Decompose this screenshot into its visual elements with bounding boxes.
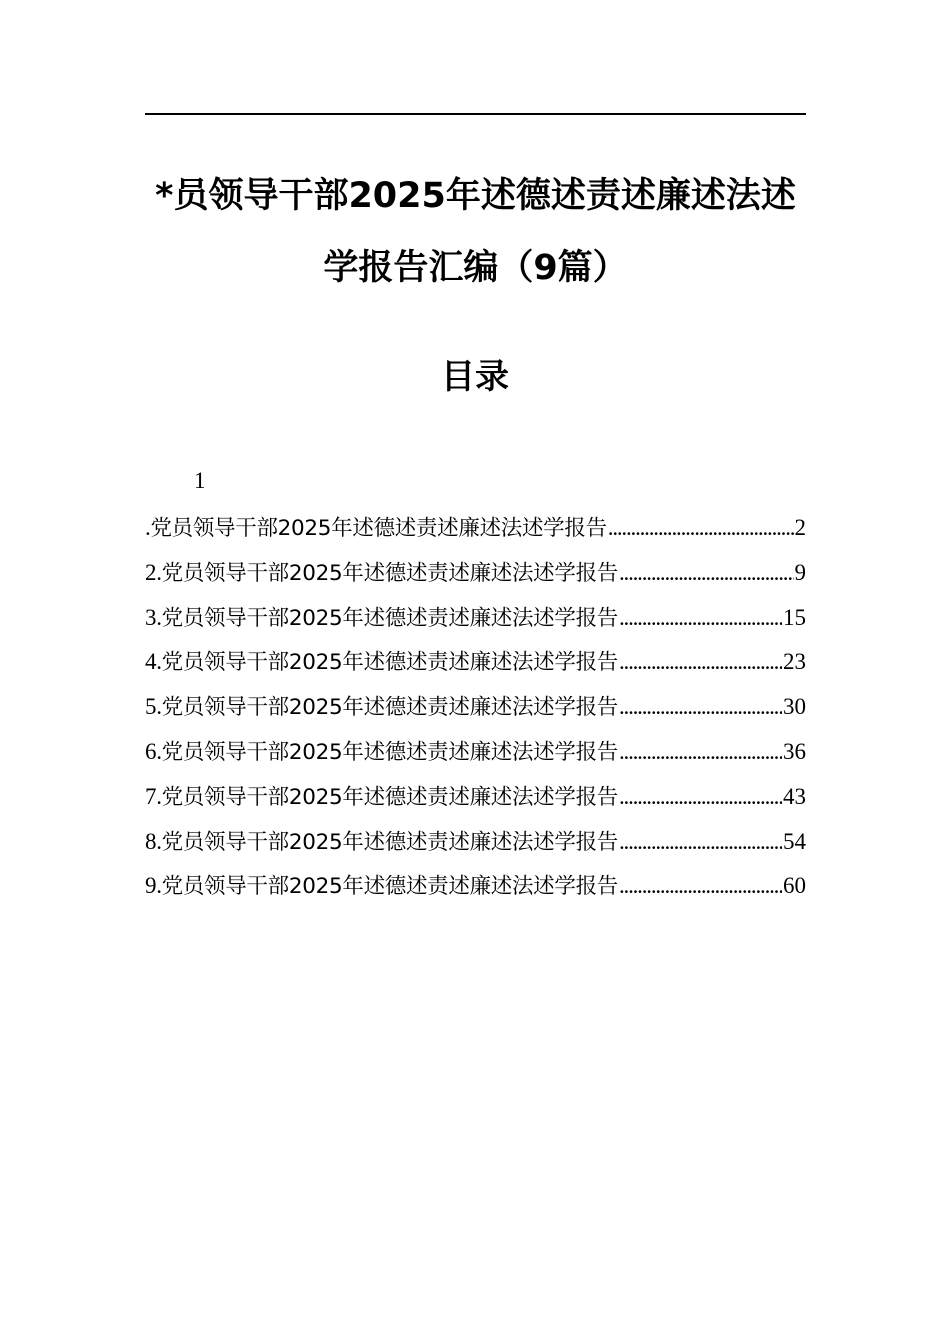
toc-entry-title: 党员领导干部2025年述德述责述廉述法述学报告 [161, 739, 618, 765]
toc-entry[interactable] [145, 778, 806, 823]
toc-entry-page: 2 [794, 515, 806, 540]
toc-dot-leader [619, 643, 782, 681]
toc-entry-page: 15 [783, 604, 806, 630]
toc-entry-label [145, 867, 618, 906]
toc-entry-title: 党员领导干部2025年述德述责述廉述法述学报告 [161, 605, 618, 631]
toc-dot-leader [619, 688, 782, 726]
toc-entry-prefix: 2. [145, 559, 162, 585]
document-title [145, 160, 806, 304]
table-of-contents [145, 509, 806, 912]
toc-entry-page: 60 [783, 873, 806, 899]
title-line-1: *员领导干部2025年述德述责述廉述法述 [155, 176, 796, 216]
toc-dot-leader [619, 554, 794, 592]
toc-entry-title: 党员领导干部2025年述德述责述廉述法述学报告 [161, 560, 618, 586]
toc-entry-label [145, 733, 618, 772]
toc-entry[interactable] [145, 688, 806, 733]
toc-entry[interactable] [145, 867, 806, 912]
toc-entry-title: 党员领导干部2025年述德述责述廉述法述学报告 [161, 874, 618, 900]
toc-dot-leader [619, 867, 782, 905]
toc-entry-title: 党员领导干部2025年述德述责述廉述法述学报告 [161, 829, 618, 855]
toc-entry-prefix: 9. [145, 873, 162, 899]
toc-entry-label [145, 823, 618, 862]
toc-entry-page: 54 [783, 828, 806, 854]
toc-dot-leader [619, 778, 782, 816]
toc-entry-page: 30 [783, 694, 806, 720]
toc-entry[interactable] [145, 643, 806, 688]
toc-lead-number: 1 [194, 468, 206, 493]
toc-entry-page: 9 [794, 559, 806, 585]
toc-entry[interactable] [145, 554, 806, 599]
toc-entry-prefix: 3. [145, 604, 162, 630]
toc-entry-page: 43 [783, 783, 806, 809]
toc-dot-leader [608, 509, 794, 547]
toc-dot-leader [619, 599, 782, 637]
top-rule [145, 113, 806, 115]
toc-entry-prefix: 8. [145, 828, 162, 854]
title-line-2: 学报告汇编（9篇） [323, 248, 628, 288]
toc-entry-label [145, 554, 618, 593]
toc-entry-label [145, 643, 618, 682]
toc-entry-prefix: 5. [145, 694, 162, 720]
toc-entry-prefix: 4. [145, 649, 162, 675]
toc-entry-title: 党员领导干部2025年述德述责述廉述法述学报告 [161, 650, 618, 676]
toc-entry-label [145, 688, 618, 727]
toc-entry-prefix: 6. [145, 738, 162, 764]
toc-entry-page: 36 [783, 738, 806, 764]
toc-entry-label [145, 509, 607, 548]
toc-dot-leader [619, 733, 782, 771]
toc-entry-title: 党员领导干部2025年述德述责述廉述法述学报告 [161, 784, 618, 810]
toc-entry-label [145, 599, 618, 638]
toc-entry-page: 23 [783, 649, 806, 675]
toc-entry[interactable] [145, 599, 806, 644]
toc-entry-prefix: 7. [145, 783, 162, 809]
toc-entry-title: 党员领导干部2025年述德述责述廉述法述学报告 [150, 516, 607, 541]
toc-entry[interactable] [145, 509, 806, 554]
toc-entry-title: 党员领导干部2025年述德述责述廉述法述学报告 [161, 695, 618, 721]
toc-entry[interactable] [145, 823, 806, 868]
toc-entry[interactable] [145, 733, 806, 778]
toc-dot-leader [619, 823, 782, 861]
toc-heading: 目录 [441, 357, 509, 397]
toc-entry-prefix: . [145, 515, 151, 540]
toc-entry-label [145, 778, 618, 817]
